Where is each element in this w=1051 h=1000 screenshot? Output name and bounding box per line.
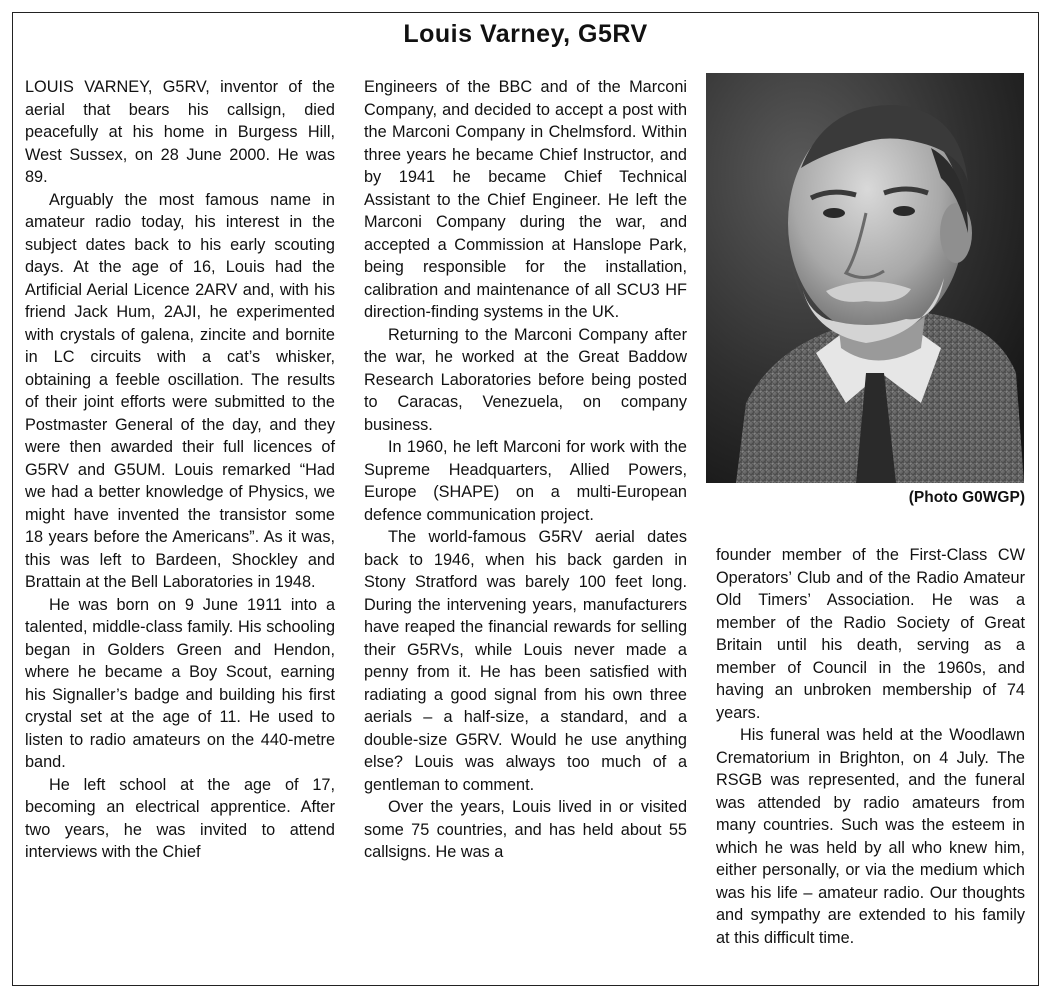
paragraph: Arguably the most famous name in amateur radio today, his interest in the subject dates back to his early scouting days. At the age of 16, Louis had the Artificial Aerial Licence 2ARV and, with his friend Jack Hum, 2AJI, he experimented with crystals of galena, zincite and bornite in LC circuits with a cat’s whisker, obtaining a feeble oscillation. The results of their joint efforts were submitted to the Postmaster General of the day, and they were then awarded their full licences of G5RV and G5UM. Louis remarked “Had we had a better knowledge of Physics, we might have invented the transistor some 18 years before the Americans”. As it was, this was left to Bardeen, Shockley and Brattain at the Bell Laboratories in 1948. [25, 190, 335, 591]
text-column-1 [25, 76, 335, 864]
paragraph: Returning to the Marconi Company after the war, he worked at the Great Baddow Research Laboratories before being posted to Caracas, Venezuela, on company business. [364, 325, 687, 434]
text-column-2 [364, 76, 687, 864]
paragraph: Engineers of the BBC and of the Marconi Company, and decided to accept a post with the Marconi Company in Chelmsford. Within three years he became Chief Instructor, and by 1941 he became Chief Technical Assistant to the Chief Engineer. He left the Marconi Company during the war, and accepted a Commission at Hanslope Park, being responsible for the installation, calibration and maintenance of all SCU3 HF direction-finding systems in the UK. [364, 78, 687, 321]
photo-caption: (Photo G0WGP) [908, 489, 1025, 506]
paragraph: He left school at the age of 17, becoming an electrical apprentice. After two years, he was invited to attend interviews with the Chief [25, 775, 335, 861]
portrait-photo [706, 73, 1024, 483]
paragraph: founder member of the First-Class CW Operators’ Club and of the Radio Amateur Old Timers’ Association. He was a member of the Radio Society of Great Britain until his death, serving as a member of Council in the 1960s, and having an unbroken membership of 74 years. [716, 546, 1025, 722]
paragraph: In 1960, he left Marconi for work with the Supreme Headquarters, Allied Powers, Europe (SHAPE) on a multi-European defence communication project. [364, 438, 687, 524]
portrait-illustration [706, 73, 1024, 483]
paragraph: LOUIS VARNEY, G5RV, inventor of the aerial that bears his callsign, died peacefully at his home in Burgess Hill, West Sussex, on 28 June 2000. He was 89. [25, 78, 335, 186]
paragraph: The world-famous G5RV aerial dates back to 1946, when his back garden in Stony Stratford was barely 100 feet long. During the intervening years, manufacturers have reaped the financial rewards for selling their G5RVs, while Louis never made a penny from it. He has been satisfied with radiating a good signal from his own three aerials – a half-size, a standard, and a double-size G5RV. Would he use anything else? Louis was always too much of a gentleman to comment. [364, 528, 687, 794]
paragraph: His funeral was held at the Woodlawn Crematorium in Brighton, on 4 July. The RSGB was represented, and the funeral was attended by radio amateurs from many countries. Such was the esteem in which he was held by all who knew him, either personally, or via the medium which was his life – amateur radio. Our thoughts and sympathy are extended to his family at this difficult time. [716, 726, 1025, 947]
paragraph: He was born on 9 June 1911 into a talented, middle-class family. His schooling began in Golders Green and Hendon, where he became a Boy Scout, earning his Signaller’s badge and building his first crystal set at the age of 11. He used to listen to radio amateurs on the 440-metre band. [25, 595, 335, 771]
article-title: Louis Varney, G5RV [403, 20, 648, 48]
text-column-3 [716, 544, 1025, 949]
paragraph: Over the years, Louis lived in or visited some 75 countries, and has held about 55 callsigns. He was a [364, 798, 687, 861]
